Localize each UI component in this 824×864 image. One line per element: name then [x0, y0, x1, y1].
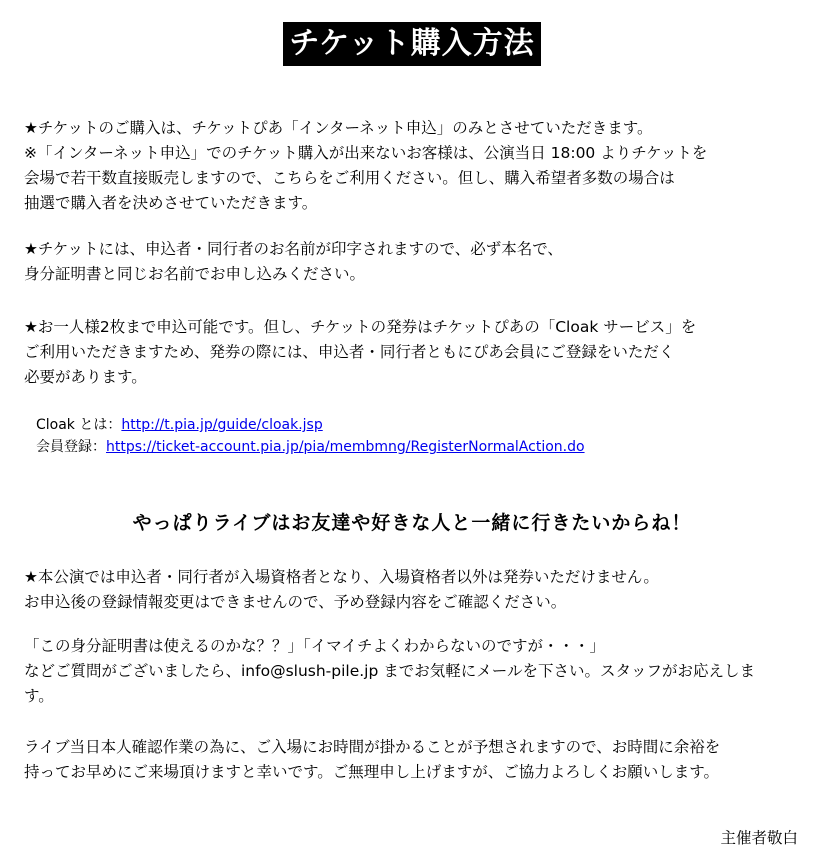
text-line: 会場で若干数直接販売しますので、こちらをご利用ください。但し、購入希望者多数の場合は	[24, 169, 675, 187]
text-line: 必要があります。	[24, 368, 147, 386]
member-registration-row	[36, 436, 585, 458]
text-line: ご利用いただきますため、発券の際には、申込者・同行者ともにぴあ会員にご登録をいただく	[24, 343, 675, 361]
member-registration-label: 会員登録：	[36, 439, 106, 455]
text-line: 抽選で購入者を決めさせていただきます。	[24, 194, 318, 212]
organizer-signature: 主催者敬白	[720, 829, 798, 847]
text-line: す。	[24, 687, 54, 705]
cloak-guide-link[interactable]: http://t.pia.jp/guide/cloak.jsp	[121, 417, 323, 433]
text-line: ★お一人様2枚まで申込可能です。但し、チケットの発券はチケットぴあの「Cloak サービス」を	[24, 318, 697, 336]
admission-paragraph	[24, 565, 814, 615]
early-arrival-paragraph	[24, 735, 814, 785]
ticket-limit-paragraph	[24, 315, 814, 390]
text-line: ※「インターネット申込」でのチケット購入が出来ないお客様は、公演当日 18:00 よりチケットを	[24, 144, 708, 162]
text-line: などご質問がございましたら、info@slush-pile.jp までお気軽にメールを下さい。スタッフがお応えしま	[24, 662, 755, 680]
text-line: ★本公演では申込者・同行者が入場資格者となり、入場資格者以外は発券いただけません。	[24, 568, 659, 586]
title-wrapper	[0, 22, 824, 66]
slogan-heading: やっぱりライブはお友達や好きな人と一緒に行きたいからね！	[132, 512, 692, 534]
text-line: ★チケットのご購入は、チケットぴあ「インターネット申込」のみとさせていただきます。	[24, 119, 653, 137]
text-line: 身分証明書と同じお名前でお申し込みください。	[24, 265, 366, 283]
name-requirement-paragraph	[24, 237, 814, 287]
contact-paragraph	[24, 634, 814, 709]
text-line: ★チケットには、申込者・同行者のお名前が印字されますので、必ず本名で、	[24, 240, 563, 258]
member-registration-link[interactable]: https://ticket-account.pia.jp/pia/membmng/RegisterNormalAction.do	[106, 439, 585, 455]
purchase-method-paragraph	[24, 116, 814, 216]
text-line: お申込後の登録情報変更はできませんので、予め登録内容をご確認ください。	[24, 593, 567, 611]
cloak-link-row	[36, 414, 585, 436]
cloak-link-label: Cloak とは：	[36, 417, 122, 433]
text-line: 「この身分証明書は使えるのかな？？」「イマイチよくわからないのですが・・・」	[24, 637, 605, 655]
page-title: チケット購入方法	[283, 22, 540, 66]
text-line: ライブ当日本人確認作業の為に、ご入場にお時間が掛かることが予想されますので、お時間に余裕を	[24, 738, 721, 756]
text-line: 持ってお早めにご来場頂けますと幸いです。ご無理申し上げますが、ご協力よろしくお願いします。	[24, 763, 720, 781]
reference-links	[36, 414, 585, 458]
